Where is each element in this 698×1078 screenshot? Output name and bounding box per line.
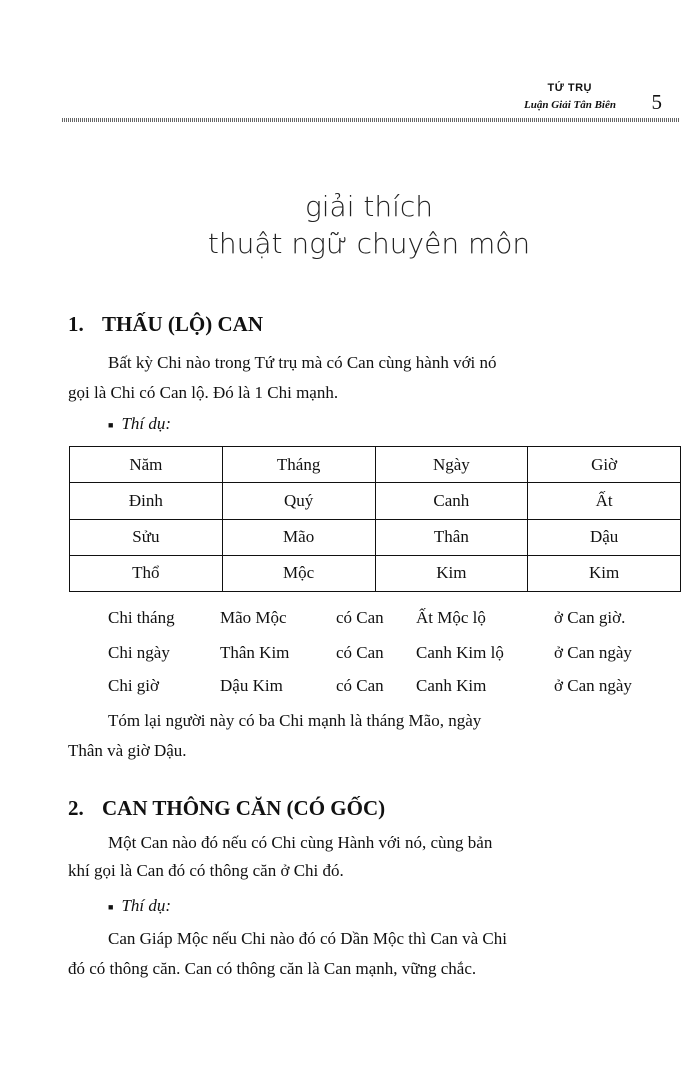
section1-summary-line1: Tóm lại người này có ba Chi mạnh là tháng Mão, ngày [108,711,482,730]
table-cell: Kim [528,555,681,591]
chapter-title-line2: thuật ngữ chuyên môn [207,227,531,260]
relation-line-2-part-4: Canh Kim lộ [416,643,504,662]
section1-para-line2: gọi là Chi có Can lộ. Đó là 1 Chi mạnh. [68,383,339,402]
table-row [70,483,681,519]
table-cell: Canh [375,483,528,519]
relation-line-3-part-5: ở Can ngày [554,676,632,695]
section2-number: 2. [68,796,84,820]
section1-number: 1. [68,312,84,336]
book-subtitle: Luận Giải Tân Biên [524,99,616,111]
relation-line-1-part-4: Ất Mộc lộ [416,608,486,627]
relation-line-2-part-3: có Can [336,643,384,662]
relation-line-3-part-3: có Can [336,676,384,695]
section2-para2-line2: đó có thông căn. Can có thông căn là Can mạnh, vững chắc. [68,959,477,978]
table-cell: Kim [375,555,528,591]
section1-example-label: Thí dụ: [121,414,172,433]
table-cell: Sửu [70,519,223,555]
section1-example [108,414,171,434]
relation-line-2-part-2: Thân Kim [220,643,290,662]
section1-title: THẤU (LỘ) CAN [102,312,263,336]
table-row [70,555,681,591]
relation-line-2-part-5: ở Can ngày [554,643,632,662]
table-cell: Mộc [222,555,375,591]
table-cell: Năm [70,447,223,483]
section2-heading [68,796,385,821]
table-cell: Giờ [528,447,681,483]
table-cell: Mão [222,519,375,555]
table-row [70,519,681,555]
section2-para2-line1: Can Giáp Mộc nếu Chi nào đó có Dần Mộc thì Can và Chi [108,929,507,948]
relation-line-3-part-1: Chi giờ [108,676,160,695]
section2-title: CAN THÔNG CĂN (CÓ GỐC) [102,796,386,820]
relation-line-3-part-4: Canh Kim [416,676,487,695]
section2-para-line2: khí gọi là Can đó có thông căn ở Chi đó. [68,861,344,880]
relation-line-1-part-5: ở Can giờ. [554,608,626,627]
header-rule [62,118,680,122]
section1-para-line1: Bất kỳ Chi nào trong Tứ trụ mà có Can cùng hành với nó [108,353,497,372]
relation-line-1-part-2: Mão Mộc [220,608,287,627]
table-cell: Ất [528,483,681,519]
four-pillars-table [69,446,681,592]
section2-example [108,896,171,916]
section1-summary-line2: Thân và giờ Dậu. [68,741,187,760]
table-cell: Ngày [375,447,528,483]
section2-para-line1: Một Can nào đó nếu có Chi cùng Hành với nó, cùng bản [108,833,493,852]
section1-heading [68,312,263,337]
table-cell: Đinh [70,483,223,519]
relation-line-3-part-2: Dậu Kim [220,676,283,695]
relation-line-2-part-1: Chi ngày [108,643,170,662]
book-title: TỨ TRỤ [547,82,592,94]
table-cell: Dậu [528,519,681,555]
bullet-icon: ■ [108,902,114,913]
table-cell: Tháng [222,447,375,483]
chapter-title-line1: giải thích [304,190,434,223]
page-number: 5 [651,90,662,114]
table-cell: Quý [222,483,375,519]
relation-line-1-part-1: Chi tháng [108,608,175,627]
table-cell: Thân [375,519,528,555]
bullet-icon: ■ [108,420,114,431]
table-row [70,447,681,483]
table-cell: Thổ [70,555,223,591]
relation-line-1-part-3: có Can [336,608,384,627]
section2-example-label: Thí dụ: [121,896,172,915]
